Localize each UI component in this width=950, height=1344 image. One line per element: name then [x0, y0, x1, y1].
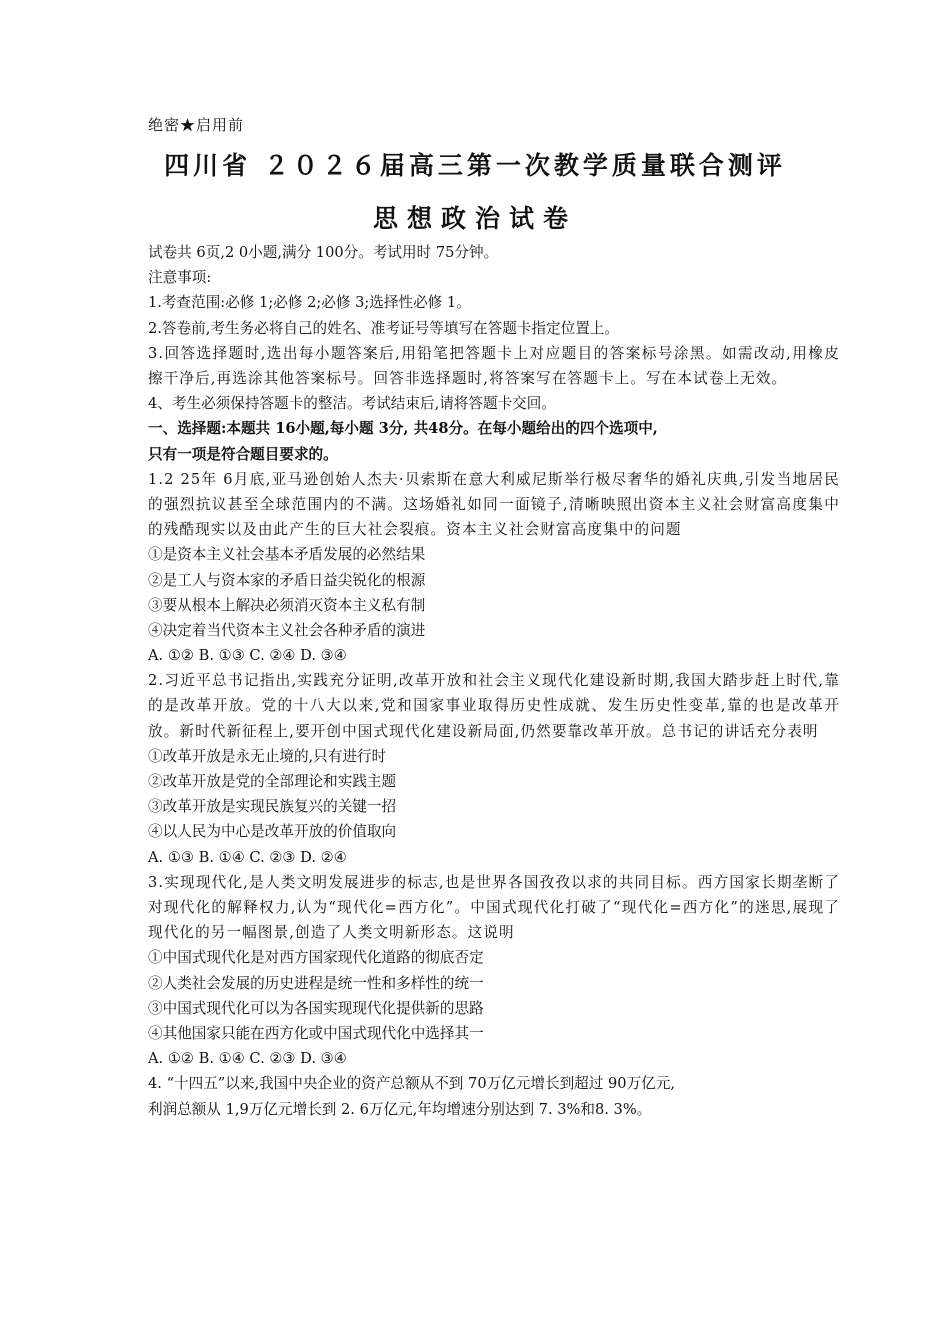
section-heading: 一、选择题:本题共 16小题,每小题 3分, 共48分。在每小题给出的四个选项中, [148, 420, 658, 438]
question-option: ①中国式现代化是对西方国家现代化道路的彻底否定 [148, 949, 484, 967]
secret-label: 绝密★启用前 [148, 116, 245, 134]
question-option: ④决定着当代资本主义社会各种矛盾的演进 [148, 621, 426, 639]
exam-summary: 试卷共 6页,2 0小题,满分 100分。考试用时 75分钟。 [148, 244, 499, 261]
question-option: ③改革开放是实现民族复兴的关键一招 [148, 798, 397, 816]
notes-title: 注意事项: [148, 269, 212, 287]
exam-title: 四川省 ２０２６届高三第一次教学质量联合测评 [164, 151, 786, 180]
question-option: ②改革开放是党的全部理论和实践主题 [148, 773, 397, 791]
question-option: ①是资本主义社会基本矛盾发展的必然结果 [148, 546, 426, 564]
question-option: ④其他国家只能在西方化或中国式现代化中选择其一 [148, 1024, 484, 1042]
question-option: ②人类社会发展的历史进程是统一性和多样性的统一 [148, 974, 484, 992]
question-option: ③要从根本上解决必须消灭资本主义私有制 [148, 596, 426, 614]
question-stem: 3.实现现代化,是人类文明发展进步的标志,也是世界各国孜孜以求的共同目标。西方国家长期垄断了对现代化的解释权力,认为“现代化=西方化”。中国式现代化打破了“现代化=西方化”的迷思,展现了现代化的另一幅图景,创造了人类文明新形态。这说明 [148, 873, 840, 942]
question-choices: A. ①③ B. ①④ C. ②③ D. ②④ [148, 848, 347, 866]
question-option: ③中国式现代化可以为各国实现现代化提供新的思路 [148, 999, 484, 1017]
question-choices: A. ①② B. ①③ C. ②④ D. ③④ [148, 647, 347, 665]
note-item: 3.回答选择题时,选出每小题答案后,用铅笔把答题卡上对应题目的答案标号涂黑。如需改动,用橡皮擦干净后,再选涂其他答案标号。回答非选择题时,将答案写在答题卡上。写在本试卷上无效。 [148, 344, 840, 387]
question-stem: 利润总额从 1,9万亿元增长到 2. 6万亿元,年均增速分别达到 7. 3%和8. 3%。 [148, 1100, 652, 1118]
note-item: 2.答卷前,考生务必将自己的姓名、准考证号等填写在答题卡指定位置上。 [148, 319, 619, 337]
question-stem: 4. “十四五”以来,我国中央企业的资产总额从不到 70万亿元增长到超过 90万亿元, [148, 1075, 675, 1093]
subject-title: 思想政治试卷 [372, 204, 577, 233]
note-item: 1.考查范围:必修 1;必修 2;必修 3;选择性必修 1。 [148, 294, 471, 312]
exam-body [148, 240, 840, 1122]
question-choices: A. ①② B. ①④ C. ②③ D. ③④ [148, 1050, 347, 1068]
question-stem: 1.2 25年 6月底,亚马逊创始人杰夫·贝索斯在意大利威尼斯举行极尽奢华的婚礼庆典,引发当地居民的强烈抗议甚至全球范围内的不满。这场婚礼如同一面镜子,清晰映照出资本主义社会财富高度集中的残酷现实以及由此产生的巨大社会裂痕。资本主义社会财富高度集中的问题 [148, 470, 840, 539]
question-stem: 2.习近平总书记指出,实践充分证明,改革开放和社会主义现代化建设新时期,我国大踏步赶上时代,靠的是改革开放。党的十八大以来,党和国家事业取得历史性成就、发生历史性变革,靠的也是改革开放。新时代新征程上,要开创中国式现代化建设新局面,仍然要靠改革开放。总书记的讲话充分表明 [148, 672, 840, 740]
question-option: ④以人民为中心是改革开放的价值取向 [148, 823, 397, 841]
section-heading: 只有一项是符合题目要求的。 [148, 445, 338, 463]
question-option: ②是工人与资本家的矛盾日益尖锐化的根源 [148, 571, 426, 589]
note-item: 4、考生必须保持答题卡的整洁。考试结束后,请将答题卡交回。 [148, 395, 556, 413]
question-option: ①改革开放是永无止境的,只有进行时 [148, 747, 387, 765]
